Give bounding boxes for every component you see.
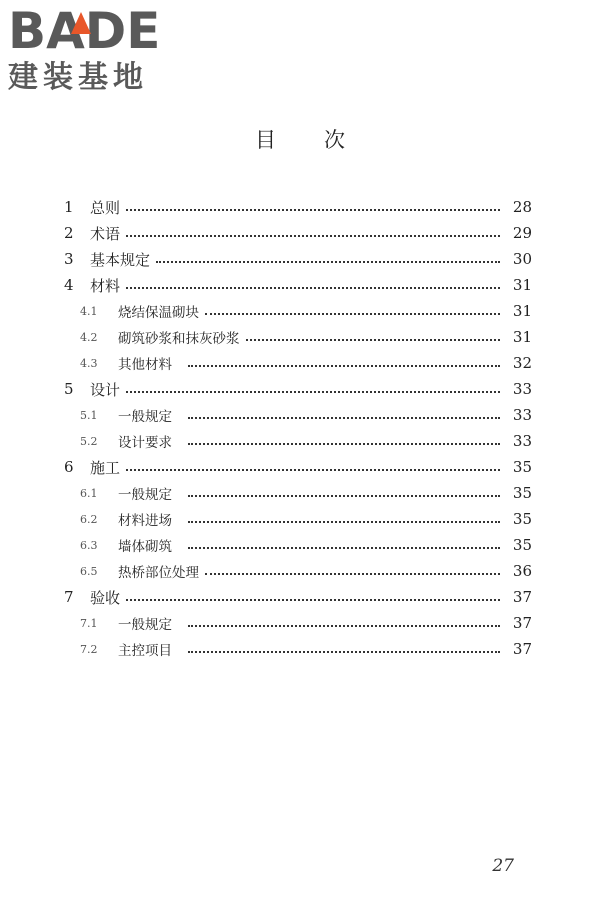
toc-dot-leader (205, 573, 500, 575)
bade-logo (8, 2, 178, 96)
toc-entry[interactable] (64, 402, 532, 428)
page-number: 27 (492, 856, 514, 876)
toc-entry-label: 材料 (90, 276, 121, 295)
toc-entry-label: 设计 (90, 380, 121, 399)
toc-entry[interactable] (64, 428, 532, 454)
toc-entry[interactable] (64, 454, 532, 480)
toc-entry-label: 其他材料 (118, 357, 172, 373)
toc-entry-label: 术语 (90, 224, 121, 243)
toc-entry-number: 5.1 (80, 408, 98, 422)
toc-entry[interactable] (64, 350, 532, 376)
toc-entry-label: 一般规定 (118, 617, 172, 633)
toc-dot-leader (126, 235, 500, 237)
toc-entry-label: 验收 (90, 588, 121, 607)
toc-entry-number: 4 (64, 276, 74, 294)
toc-dot-leader (126, 287, 500, 289)
toc-dot-leader (126, 391, 500, 393)
toc-entry[interactable] (64, 506, 532, 532)
toc-dot-leader (126, 209, 500, 211)
logo-subtitle: 建装基地 (8, 60, 148, 95)
toc-entry-page: 31 (512, 276, 532, 294)
toc-entry-label: 热桥部位处理 (118, 565, 199, 581)
toc-entry-page: 33 (512, 406, 532, 424)
toc-dot-leader (188, 625, 500, 627)
toc-entry[interactable] (64, 480, 532, 506)
toc-entry-label: 总则 (90, 198, 121, 217)
toc-entry-page: 35 (512, 484, 532, 502)
toc-entry-page: 35 (512, 536, 532, 554)
toc-entry[interactable] (64, 246, 532, 272)
toc-entry-label: 设计要求 (118, 435, 172, 451)
toc-entry-number: 6.3 (80, 538, 98, 552)
toc-dot-leader (188, 521, 500, 523)
toc-entry-number: 1 (64, 198, 74, 216)
toc-entry-page: 35 (512, 510, 532, 528)
toc-dot-leader (188, 417, 500, 419)
toc-entry-label: 烧结保温砌块 (118, 305, 199, 321)
toc-dot-leader (188, 547, 500, 549)
toc-entry-label: 材料进场 (118, 513, 172, 529)
toc-entry-number: 2 (64, 224, 74, 242)
toc-entry-number: 7 (64, 588, 74, 606)
toc-dot-leader (156, 261, 500, 263)
toc-dot-leader (188, 651, 500, 653)
toc-entry[interactable] (64, 376, 532, 402)
toc-entry[interactable] (64, 584, 532, 610)
toc-entry-number: 7.2 (80, 642, 98, 656)
toc-entry-page: 31 (512, 328, 532, 346)
toc-entry-page: 33 (512, 432, 532, 450)
toc-dot-leader (126, 469, 500, 471)
toc-entry-number: 6 (64, 458, 74, 476)
toc-dot-leader (188, 495, 500, 497)
toc-entry-number: 6.2 (80, 512, 98, 526)
toc-entry-number: 5.2 (80, 434, 98, 448)
toc-entry-number: 6.5 (80, 564, 98, 578)
toc-dot-leader (188, 443, 500, 445)
toc-entry[interactable] (64, 220, 532, 246)
toc-entry-number: 4.1 (80, 304, 98, 318)
toc-entry-page: 33 (512, 380, 532, 398)
toc-entry-page: 36 (512, 562, 532, 580)
page-title: 目次 (255, 128, 393, 152)
toc-entry-page: 37 (512, 614, 532, 632)
toc-entry-label: 砌筑砂浆和抹灰砂浆 (118, 331, 240, 347)
logo-wordmark (8, 2, 178, 60)
toc-entry-page: 32 (512, 354, 532, 372)
toc-dot-leader (205, 313, 500, 315)
toc-entry[interactable] (64, 636, 532, 662)
toc-entry-number: 5 (64, 380, 74, 398)
toc-entry-label: 一般规定 (118, 409, 172, 425)
table-of-contents (64, 194, 532, 662)
toc-entry-page: 31 (512, 302, 532, 320)
toc-entry-number: 6.1 (80, 486, 98, 500)
toc-entry-number: 7.1 (80, 616, 98, 630)
toc-entry-page: 29 (512, 224, 532, 242)
toc-entry-number: 4.3 (80, 356, 98, 370)
toc-entry-page: 28 (512, 198, 532, 216)
toc-entry[interactable] (64, 272, 532, 298)
toc-entry-page: 37 (512, 640, 532, 658)
logo-accent-triangle (71, 12, 91, 34)
toc-entry-label: 一般规定 (118, 487, 172, 503)
toc-entry-page: 35 (512, 458, 532, 476)
logo-word-text: BADE (8, 2, 161, 60)
toc-entry-label: 施工 (90, 458, 121, 477)
toc-entry-page: 30 (512, 250, 532, 268)
toc-entry-label: 墙体砌筑 (118, 539, 172, 555)
toc-entry[interactable] (64, 194, 532, 220)
toc-entry[interactable] (64, 298, 532, 324)
toc-entry-label: 基本规定 (90, 250, 151, 269)
toc-entry-number: 4.2 (80, 330, 98, 344)
toc-entry[interactable] (64, 324, 532, 350)
toc-dot-leader (126, 599, 500, 601)
toc-entry[interactable] (64, 610, 532, 636)
toc-dot-leader (188, 365, 500, 367)
toc-dot-leader (246, 339, 501, 341)
toc-entry[interactable] (64, 558, 532, 584)
toc-entry[interactable] (64, 532, 532, 558)
toc-entry-label: 主控项目 (118, 643, 172, 659)
toc-entry-page: 37 (512, 588, 532, 606)
toc-entry-number: 3 (64, 250, 74, 268)
